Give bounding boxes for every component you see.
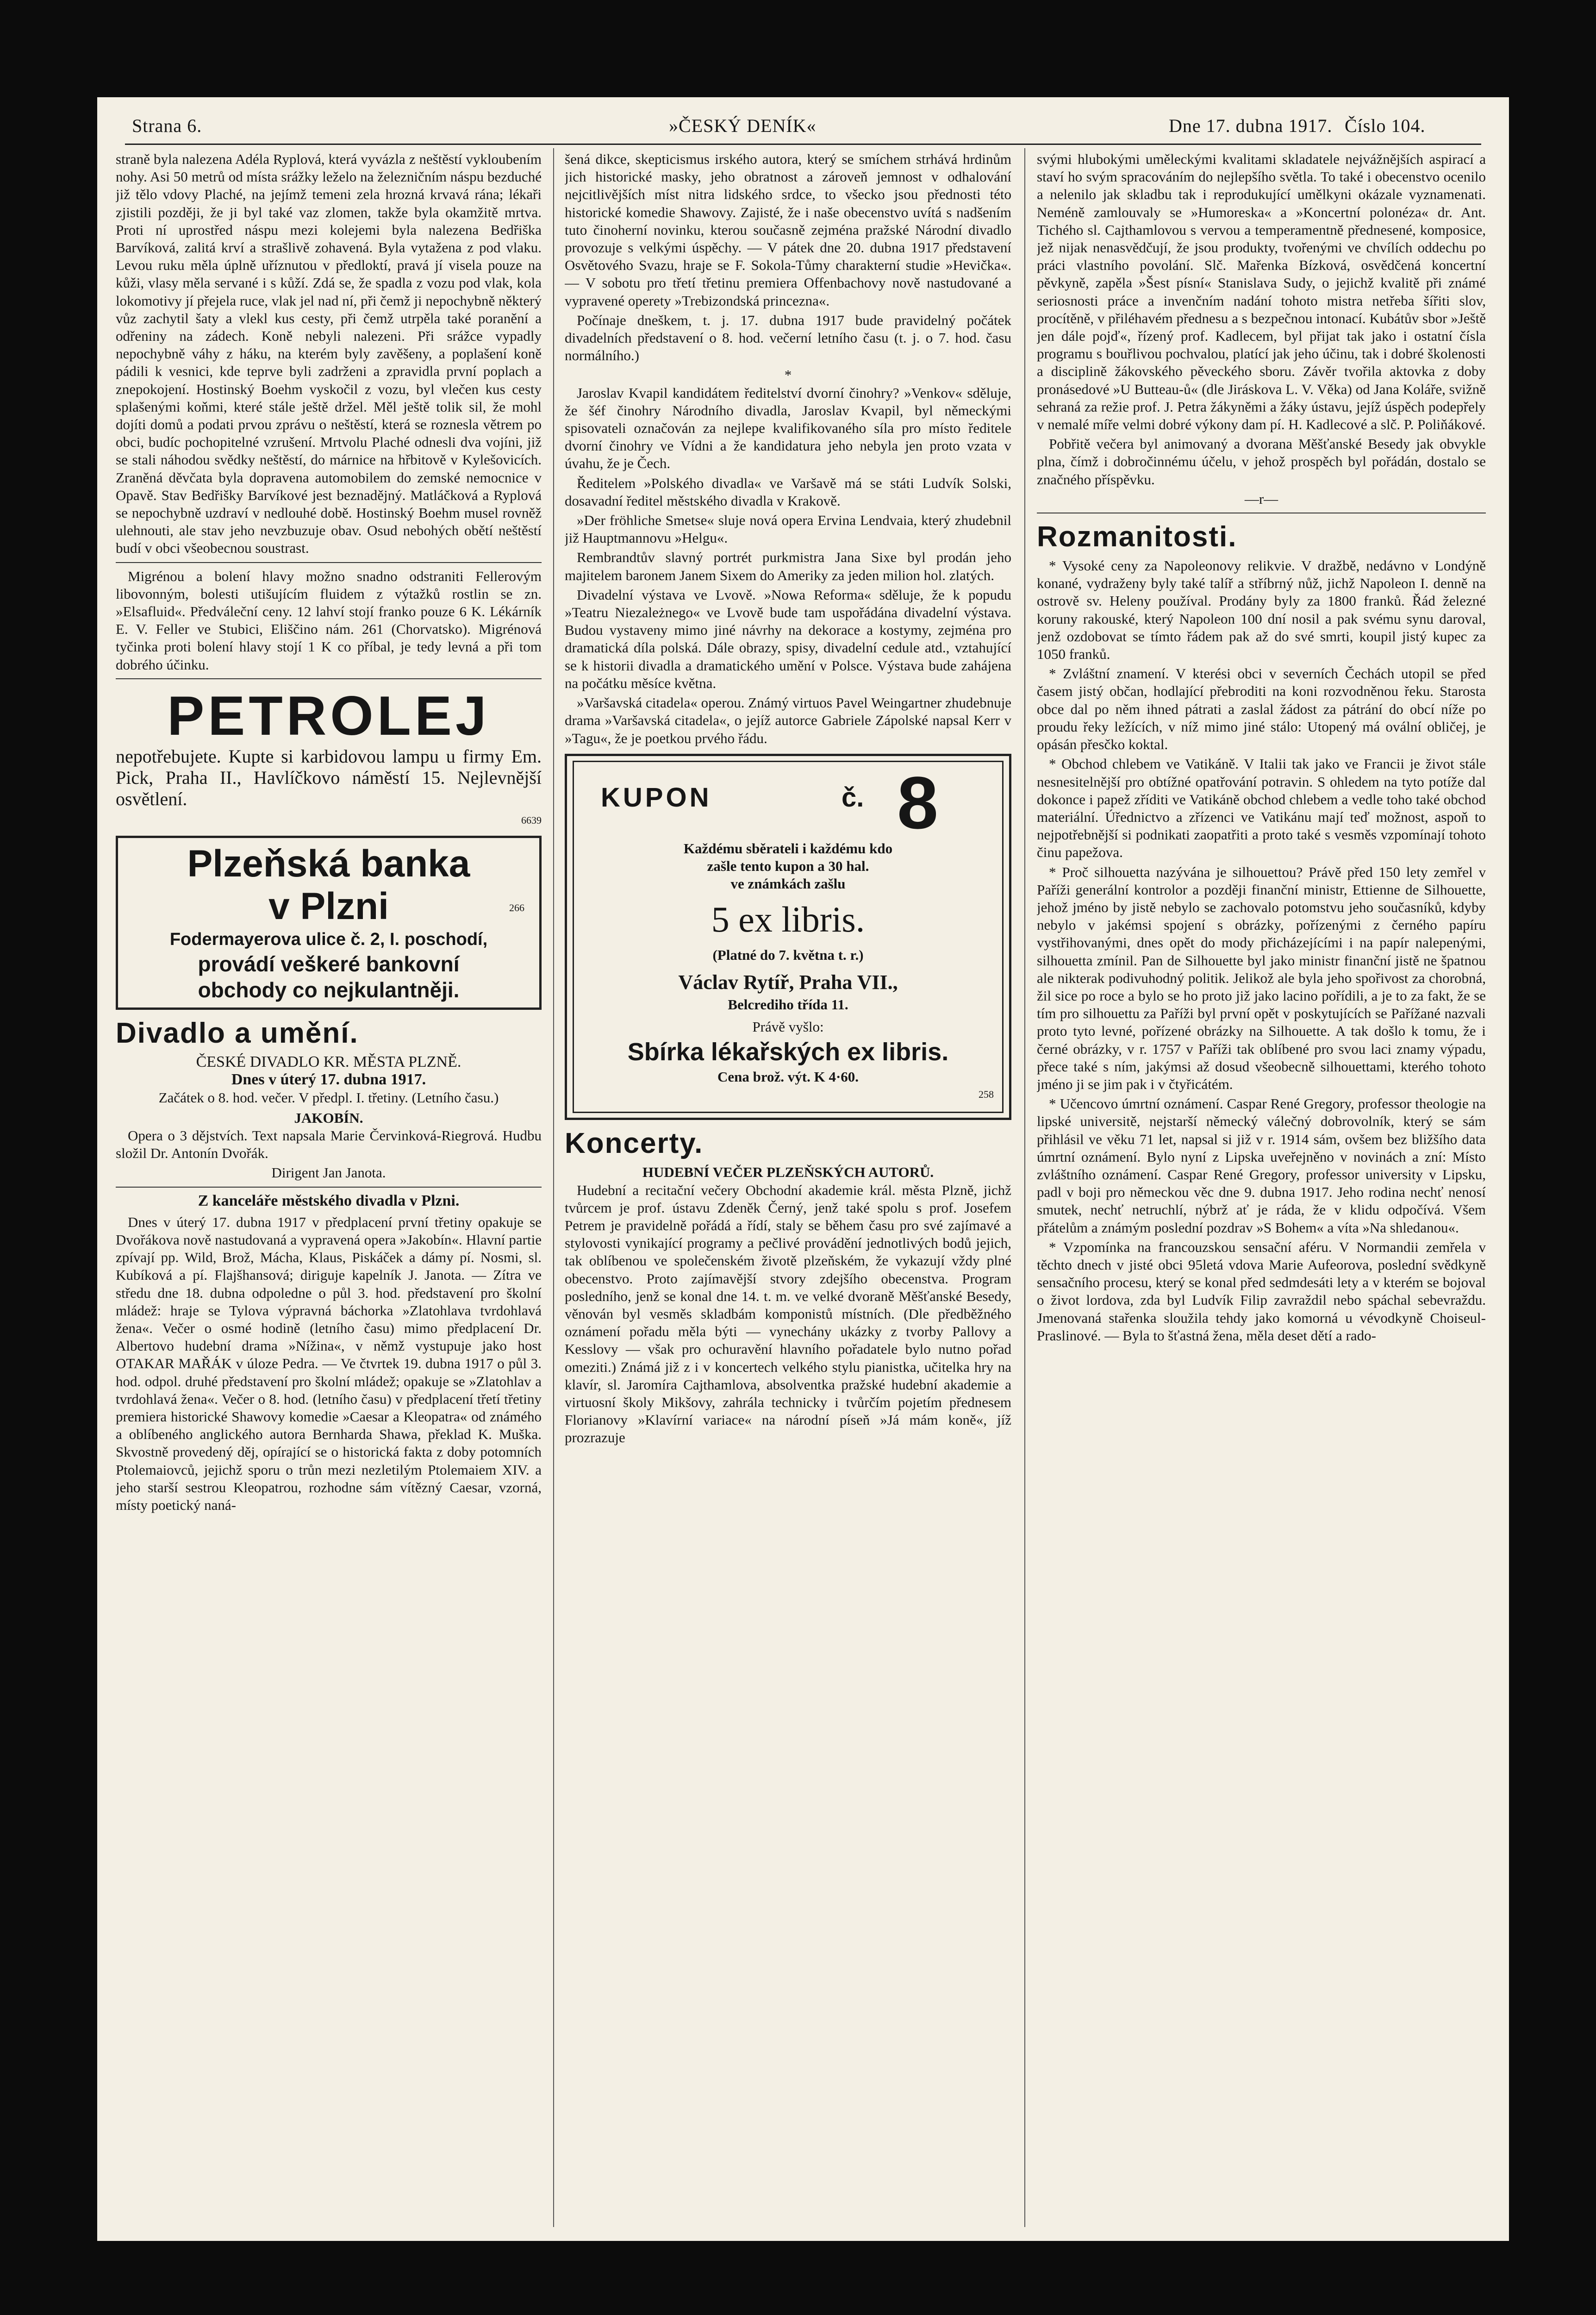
news-citadel: »Varšavská citadela« operou. Známý virtuos Pavel Weingartner zhudebnuje drama »Varšavská citadela«, o jejíž autorce Gabriele Zápolské napsal Kerr v »Tagu«, že je poetkou prvého řádu. bbox=[565, 694, 1011, 746]
advert-plzenska-banka bbox=[116, 836, 542, 1010]
article-summer-time: Počínaje dneškem, t. j. 17. dubna 1917 bude pravidelný počátek divadelních představení o 8. hod. večerní letního času (t. j. o 7. hod. času normálního.) bbox=[565, 312, 1011, 364]
theatre-time: Začátek o 8. hod. večer. V předpl. I. třetiny. (Letního času.) bbox=[158, 1089, 499, 1106]
kupon-word: KUPON bbox=[601, 782, 712, 813]
divider bbox=[116, 562, 542, 563]
kupon-line: zašle tento kupon a 30 hal. bbox=[707, 857, 869, 874]
signature: —r— bbox=[1244, 490, 1278, 507]
item-silhouette: * Proč silhouetta nazývána je silhouettou? Právě před 150 lety zemřel v Paříži generální kontrolor a později finanční ministr, Ettienne de Silhouette, jehož jméno by jistě nebylo se zachovalo potomstvu jeho současníků, kdyby nebylo v jakémsi spojení s obrázky, pořízenými z černého papíru vystřihovanými, dnes opět do mody přicházejícími i na papír nalepenými, silhouetta zmínil. Pan de Silhouette byl jako ministr finanční jistě ne špatnou ale nikterak podivuhodný politik. Jelikož ale byla jeho spořivost za chorobná, žil sice po roce a bylo se ho proto již jako lacino pořídili, a je to za fakt, že se tím pro silhouettu za Paříži byl první opět v poskytujících se Pařížané nazvali proto tyto levné, pořízené obrázky na Silhouette. A tak došlo k tomu, že i černé obrázky, v r. 1757 v Paříži tak oblíbené pro svou laci znamy výpadu, přece také s ním, jakýmsi až dosud všeobecně silhouettami, kterého tohoto jméno ji se jim pak i v čtyřicátém. bbox=[1037, 863, 1486, 1092]
news-rembrandt: Rembrandtův slavný portrét purkmistra Jana Sixe byl prodán jeho majitelem baronem Janem Sixem do Ameriky za jeden milion hol. zlatých. bbox=[565, 549, 1011, 583]
bank-slogan: provádí veškeré bankovní bbox=[198, 952, 460, 976]
page-header bbox=[132, 110, 1474, 143]
kupon-validity: (Platné do 7. května t. r.) bbox=[712, 947, 864, 964]
issue-date: Dne 17. dubna 1917. bbox=[1169, 115, 1333, 136]
advert-petrolej bbox=[116, 686, 542, 829]
subheading: Z kanceláře městského divadla v Plzni. bbox=[198, 1192, 460, 1209]
bank-slogan: obchody co nejkulantněji. bbox=[198, 978, 460, 1002]
bank-city: v Plzni bbox=[268, 885, 389, 928]
kupon-price: Cena brož. výt. K 4·60. bbox=[717, 1068, 859, 1085]
separator-star: * bbox=[784, 367, 792, 383]
kupon-book: Sbírka lékařských ex libris. bbox=[627, 1038, 949, 1066]
kupon-number: 8 bbox=[897, 761, 938, 844]
bank-name: Plzeňská banka bbox=[187, 843, 470, 885]
advert-kupon bbox=[565, 754, 1011, 1120]
conductor: Dirigent Jan Janota. bbox=[271, 1164, 386, 1181]
column-rule bbox=[1024, 148, 1025, 2227]
divider bbox=[116, 1187, 542, 1188]
issue-number: Číslo 104. bbox=[1345, 115, 1426, 136]
column-1 bbox=[116, 150, 542, 2225]
column-rule bbox=[553, 148, 554, 2227]
article-shaw: šená dikce, skepticismus irského autora, který se smíchem strhává hrdinům jich historické masky, jeho obratnost a zároveň jemnost v odhalování nejcitlivějších míst nitra lidského srdce, to všecko jsou přednosti této historické komedie Shawovy. Zajisté, že i naše obecenstvo uvítá s nadšením tuto činoherní novinku, kterou současně zejména pražské Národní divadlo provozuje s velkými úspěchy. — V pátek dne 20. dubna 1917 představení Osvětového Svazu, hraje se F. Sokola-Tůmy charakterní studie »Hevička«. — V sobotu pro třetí třetinu premiera Offenbachovy nově nastudované a vypravené operety »Trebizondská princezna«. bbox=[565, 151, 1011, 309]
item-sign: * Zvláštní znamení. V kterési obci v severních Čechách utopil se před časem jistý občan, hodlající přebroditi na koni rozvodněnou řeku. Starosta obce dal po něm ihned pátrati a zaslal žádost za pátrání do obcí níže po proudu řeky ležících, v níž mimo jiné stálo: Utopený má ovální obličej, je opásán přesčko koktal. bbox=[1037, 665, 1486, 753]
petrolej-text: nepotřebujete. Kupte si karbidovou lampu u firmy Em. Pick, Praha II., Havlíčkovo náměstí 15. Nejlevnější osvětlení. bbox=[116, 745, 542, 809]
article-theatre-office: Dnes v úterý 17. dubna 1917 v předplacení první třetiny opakuje se Dvořákova nově nastudovaná a vypravená opera »Jakobín«. Hlavní partie zpívají pp. Wild, Brož, Mácha, Klaus, Piskáček a dámy pí. Nosmi, sl. Kubíková a pí. Flajšhansová; diriguje kapelník J. Janota. — Zítra ve středu dne 18. dubna odpoledne o půl 3. hod. představení pro školní mládež: hraje se Tylova výpravná báchorka »Zlatohlava tvrdohlavá žena«. Večer o osmé hodině (letního času) mimo předplacení Dr. Albertovo hudební drama »Nížina«, v němž vystupuje jako host OTAKAR MAŘÁK v úloze Pedra. — Ve čtvrtek 19. dubna 1917 o půl 3. hod. odpol. druhé představení pro školní mládež; opakuje se »Zlatohlav a tvrdohlavá žena«. Večer o 8. hod. (letního času) v předplacení třetí třetiny premiera historické Shawovy komedie »Caesar a Kleopatra« od známého a oblíbeného anglického autora Bernharda Shawa, překlad K. Muška. Skvostně provedený děj, opírající se o historická fakta z doby potomních Ptolemaiovců, jejichž sporu o trůn mezi nezletilým Ptolemaiem XIV. a jeho starší sestrou Kleopatrou, rozhodne sám vítězný Caesar, vzorná, místy poetický naná- bbox=[116, 1214, 542, 1513]
header-rule bbox=[125, 144, 1481, 145]
newspaper-title: »ČESKÝ DENÍK« bbox=[669, 115, 817, 136]
page-number: Strana 6. bbox=[132, 115, 202, 136]
kupon-address: Belcrediho třída 11. bbox=[728, 996, 848, 1013]
advert-number: 258 bbox=[979, 1089, 994, 1101]
kupon-seller: Václav Rytíř, Praha VII., bbox=[678, 970, 898, 994]
bank-address: Fodermayerova ulice č. 2, I. poschodí, bbox=[169, 930, 488, 950]
column-2 bbox=[565, 150, 1011, 2225]
play-title: JAKOBÍN. bbox=[294, 1109, 363, 1126]
kupon-line: ve známkách zašlu bbox=[730, 876, 846, 892]
opera-info: Opera o 3 dějstvích. Text napsala Marie Červinková-Riegrová. Hudbu složil Dr. Antonín Dvořák. bbox=[116, 1127, 542, 1162]
subheading: HUDEBNÍ VEČER PLZEŇSKÝCH AUTORŮ. bbox=[642, 1164, 934, 1181]
item-obituary: * Učencovo úmrtní oznámení. Caspar René Gregory, professor theologie na lipské universitě, nejstarší německý válečný dobrovolník, který se sám přihlásil ve věku 71 let, napsal si již v r. 1914 sám, ovšem bez bližšího data úmrtní oznámení. Bylo nyní z Lipska uveřejněno v novinách a zní: Místo zvláštního oznámení. Caspar René Gregory, professor university v Lipsku, padl v boji pro německou věc dne 9. dubna 1917. Jeho rodina nechť nenosí smutek, nechť netruchlí, nýbrž ať je ráda, že v klidu odpočívá. Všem přátelům a známým poslední pozdrav »S Bohem« a víta »Na shledanou«. bbox=[1037, 1095, 1486, 1236]
theatre-date: Dnes v úterý 17. dubna 1917. bbox=[231, 1071, 426, 1089]
column-3 bbox=[1037, 150, 1486, 2225]
section-heading: Rozmanitosti. bbox=[1037, 521, 1237, 553]
article-concert-end: Pobřitě večera byl animovaný a dvorana Měšťanské Besedy jak obvykle plna, čímž i dobročinnému účelu, v jehož prospěch byl pořádán, dostalo se značného příspěvku. bbox=[1037, 436, 1486, 488]
news-kvapil: Jaroslav Kvapil kandidátem ředitelství dvorní činohry? »Venkov« sděluje, že šéf činohry Národního divadla, Jaroslav Kvapil, byl německými spisovateli označován za nejlepe kvalifikovaného síla pro místo ředitele dvorní činohry ve Vídni a že kandidatura jeho nebyla jen proto vzata v úvahu, že je Čech. bbox=[565, 384, 1011, 472]
section-heading: Koncerty. bbox=[565, 1127, 704, 1160]
section-heading: Divadlo a umění. bbox=[116, 1017, 359, 1050]
article-accident: straně byla nalezena Adéla Ryplová, která vyvázla z neštěstí vykloubením nohy. Asi 50 metrů od místa srážky leželo na železničním náspu bezduché již tělo vdovy Plaché, na jejímž temeni zela hrozná krvavá rána; lékaři zjistili později, že ji byl také vaz zlomen, takže byla okamžitě mrtva. Proti ní uprostřed náspu mezi kolejemi byla nalezena Bedřiška Barvíková, zalitá krví a strašlivě zohavená. Byla vytažena z pod vlaku. Levou ruku měla úplně uříznutou v předloktí, pravá jí visela pouze na kůži, vlasy měla servané i s kůží. Zdá se, že spadla z vozu pod vlak, kola lokomotivy jí přejela ruce, vlak jel nad ní, při čemž ji nepochybně některý vůz zachytil šaty a vlekl kus cesty, při čemž utrpěla také poranění a odřeniny na zádech. Koně nebyli nalezeni. Při srážce vypadly nepochybně váhy z háku, na kterém byly zavěšeny, a poplašení koně pádili k vesnici, kde teprve byli zadrženi a zpravidla první poplach a znepokojení. Hostinský Boehm vyskočil z vozu, byl vlečen kus cesty splašenými koňmi, které stále ještě držel. Měl ještě tolik sil, že mohl dojíti domů a podati prvou zprávu o neštěstí, která se roznesla větrem po obci, budíc pochopitelné vzrušení. Mrtvolu Plaché odnesli dva vojíni, již se stali náhodou svědky neštěstí, do márnice na hřbitově v Kylešovicích. Zraněná děvčata byla dopravena automobilem do zemské nemocnice v Opavě. Stav Bedřišky Barvíkové jest beznadějný. Matláčková a Ryplová se nepochybně uzdraví v nedlouhé době. Hostinský Boehm musel rovněž ulehnouti, ale stav jeho nevzbuzuje obav. Osud nebohých obětí neštěstí budí v obci všeobecnou soustrast. bbox=[116, 151, 542, 557]
advert-number: 266 bbox=[509, 902, 524, 914]
item-memory: * Vzpomínka na francouzskou sensační aféru. V Normandii zemřela v těchto dnech v jisté obci 95letá vdova Marie Aufeorova, poslední svědkyně sensačního procesu, který se konal před sedmdesáti lety a v kterém se bojoval o život lordova, zda byl Ludvík Filip zavraždil nebo spáchal sebevraždu. Jmenovaná stařenka sloužila tehdy jako komorná u vévodkyně Choiseul-Praslinové. — Byla to šťastná žena, měla deset dětí a rado- bbox=[1037, 1239, 1486, 1344]
news-opera: »Der fröhliche Smetse« sluje nová opera Ervina Lendvaia, který zhudebnil již Hauptmannovu »Helgu«. bbox=[565, 512, 1011, 546]
news-exhibition: Divadelní výstava ve Lvově. »Nowa Reforma« sděluje, že k popudu »Teatru Niezależnego« ve Lvově bude tam uspořádána divadelní výstava. Budou vystaveny mimo jiné návrhy na dekorace a kostymy, zejména pro dramatická díla polská. Dále obrazy, spisy, divadelní cedule atd., vztahující se k historii divadla a dramatického umění v Polsce. Výstava bude zahájena na počátku měsíce května. bbox=[565, 586, 1011, 691]
kupon-offer: 5 ex libris. bbox=[711, 899, 865, 940]
kupon-line: Každému sběrateli i každému kdo bbox=[683, 840, 893, 857]
advert-elsafluid: Migrénou a bolení hlavy možno snadno odstraniti Fellerovým libovonným, bolesti utišujícím fluidem z výtažků rostlin se zn. »Elsafluid«. Předváleční ceny. 12 lahví stojí franko pouze 6 K. Lékárník E. V. Feller ve Stubici, Eliščino nám. 261 (Chorvatsko). Migrénová tyčinka proti bolení hlavy stojí 1 K co příbal, je tedy levná a při tom dobrého účinku. bbox=[116, 568, 542, 673]
advert-number: 6639 bbox=[521, 814, 542, 826]
newspaper-page bbox=[97, 97, 1509, 2241]
kupon-c: č. bbox=[842, 782, 864, 813]
divider bbox=[116, 678, 542, 679]
item-napoleon: * Vysoké ceny za Napoleonovy relikvie. V dražbě, nedávno v Londýně konané, vydraženy byly také talíř a stříbrný nůž, jichž Napoleon I. denně na ostrově sv. Heleny používal. Prodány byly za 1800 franků. Řád železné koruny rakouské, který Napoleon 100 dní nosil a pak svému synu daroval, jenž ozdobovat se tímto řádem pak až do své smrti, koupil jistý kupec za 1050 franků. bbox=[1037, 557, 1486, 663]
news-solski: Ředitelem »Polského divadla« ve Varšavě má se státi Ludvík Solski, dosavadní ředitel městského divadla v Krakově. bbox=[565, 475, 1011, 509]
theatre-name: ČESKÉ DIVADLO KR. MĚSTA PLZNĚ. bbox=[196, 1053, 461, 1071]
kupon-out: Právě vyšlo: bbox=[752, 1018, 824, 1035]
article-concert-cont: svými hlubokými uměleckými kvalitami skladatele nejvážnějších aspirací a staví ho svým spracováním do nejlepšího světla. To také i obecenstvo ocenilo a nelenilo jak skladbu tak i reprodukující umělkyni okázale vyznamenati. Neméně zamlouvaly se »Humoreska« a »Koncertní polonéza« dr. Ant. Tichého sl. Cajthamlovou s vervou a temperamentně přednesené, komposice, jež nijak nenasvědčují, že jsou produkty, tvořenými ve chvílích oddechu po práci vlastního povolání. Slč. Mařenka Bízková, osvědčená koncertní pěvkyně, zapěla »Šest písní« Stanislava Sudy, o jejichž kvalitě při známé seriosnosti práce a invenčním nadání tohoto mistra netřeba šířiti slov, procítěně, v přiléhavém přednesu a s bezpečnou intonací. Kubátův sbor »Ještě jen dále pojď«, řízený prof. Kadlecem, byl přijat tak jako i ostatní čísla programu s bouřlivou pochvalou, platící jak jeho účinu, tak i dobré školenosti a disciplině žákovského pěveckého sboru. Závěr tvořila aktovka z doby pronásedové »U Butteau-ů« (dle Jiráskova L. V. Věka) od Jana Koláře, svižně sehraná za režie prof. J. Petra žákyněmi a žáky ústavu, jejíž úspěch podepřely v nemalé míře velmi dobré výkony dam pí. H. Kadlecové a slč. P. Poliňákové. bbox=[1037, 151, 1486, 433]
item-vatican: * Obchod chlebem ve Vatikáně. V Italii tak jako ve Francii je život stále nesnesitelnější pro obtížné opatřování potravin. S ohledem na tyto potíže dal dokonce i papež zříditi ve Vatikáně obchod chlebem a vedle toho také obchod materiální. Úřednictvo a zřízenci ve Vatikánu mají teď možnost, aspoň to nejpotřebnější si podnikati zaopatřiti a proto také s vesměs vzpomínají tohoto činu papežova. bbox=[1037, 756, 1486, 861]
article-concert: Hudební a recitační večery Obchodní akademie král. města Plzně, jichž tvůrcem je prof. ústavu Zdeněk Černý, jenž také spolu s prof. Josefem Petrem je pravidelně pořádá a řídí, staly se během času pro své zajímavé a stylovosti vynikající programy a pečlivé provádění jednotlivých bodů jejich, tak oblíbenou ve společenském životě plzeňském, že vykazují vždy plné obecenstvo. Proto zajímavější stvory zdejšího obecenstva. Program posledního, jenž se konal dne 14. t. m. ve velké dvoraně Měšťanské Besedy, věnován byl vesměs skladbám komponistů místních. (Dle předběžného oznámení pořadu měla býti — vynechány ukázky z tvorby Pallovy a Kesslovy — však pro ochuravění hlavního pořadatele bylo nutno pořad omeziti.) Známá již z i v koncertech velkého stylu pianistka, učitelka hry na klavír, sl. Jaromíra Cajthamlova, absolventka pražské hudební akademie a virtuosní školy Mikšovy, zahrála technicky i tvůrčím pojetím přednesem Florianovy »Klavírní variace« na národní píseň »Já mám koně«, jíž prozrazuje bbox=[565, 1182, 1011, 1446]
petrolej-heading: PETROLEJ bbox=[167, 684, 490, 747]
